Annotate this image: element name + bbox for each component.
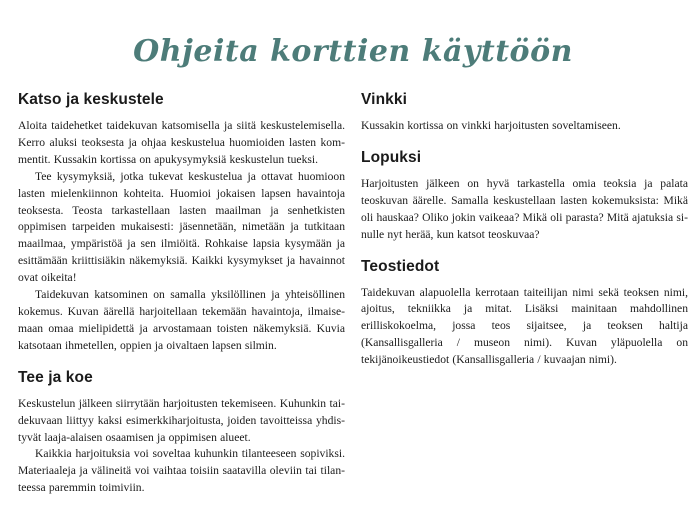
section-heading: Tee ja koe (18, 368, 93, 386)
paragraph: Taidekuvan katsominen on samalla yksilöllinen ja yhteisöllinen kokemus. Kuvan äärellä harjoitellaan tekemään havaintoja, ilmaisemaan omaa mielipidettä ja arvostamaan toisten näkemyksiä. Kuvia katsotaan ihmetellen, oppien ja oivaltaen lapsen silmin. (18, 288, 345, 352)
section (361, 91, 688, 135)
page-title: Ohjeita korttien käyttöön (133, 34, 573, 69)
columns (18, 91, 688, 497)
column-left (18, 91, 345, 497)
section (18, 369, 345, 497)
column-right (361, 91, 688, 497)
section-heading: Katso ja keskustele (18, 91, 164, 108)
paragraph: Kaikkia harjoituksia voi soveltaa kuhunkin tilanteeseen sopiviksi. Materiaaleja ja välineitä voi vaihtaa toisiin saatavilla oleviin tai tilanteessa paremmin toimiviin. (18, 447, 345, 495)
paragraph: Keskustelun jälkeen siirrytään harjoitusten tekemiseen. Kuhunkin taidekuvaan liittyy kaksi esimerkkiharjoitusta, joiden tavoitteissa yhdistyvät laaja-alaisen osaamisen ja oppimisen alueet. (18, 396, 345, 444)
section (18, 91, 345, 355)
section-heading: Lopuksi (361, 148, 422, 166)
section-heading: Teostiedot (361, 257, 440, 275)
paragraph: Kussakin kortissa on vinkki harjoitusten soveltamiseen. (361, 119, 621, 132)
paragraph: Taidekuvan alapuolella kerrotaan taiteilijan nimi sekä teoksen nimi, ajoitus, tekniikka ja mitat. Lisäksi mainitaan mahdollinen erilliskokoelma, jossa teos sijaitsee, ja teoksen haltija (Kansallisgalleria / museon nimi). Kuvan yläpuolella on tekijänoikeustiedot (Kansallisgalleria / kuvaajan nimi). (361, 285, 688, 367)
page (0, 34, 700, 523)
paragraph: Tee kysymyksiä, jotka tukevat keskustelua ja ottavat huomioon lasten mielenkiinnon kohteita. Huomioi jokaisen lapsen havaintoja teoksesta. Teosta tarkastellaan lasten maailman ja senhetkisten oppimisen tarpeiden mukaisesti: jäsennetään, nimetään ja tutkitaan maailmaa, ympäristöä ja sen ilmiöitä. Rohkaise lapsia kysymään ja esittämään kriittisiäkin näkemyksiä. Kaikki kysymykset ja havainnot ovat oikeita! (18, 169, 345, 285)
section (361, 149, 688, 244)
section-heading: Vinkki (361, 91, 407, 108)
paragraph: Harjoitusten jälkeen on hyvä tarkastella omia teoksia ja palata teoskuvan äärelle. Samalla keskustellaan lasten kokemuksista: Mikä oli hauskaa? Oliko jokin vaikeaa? Mikä oli parasta? Mitä ajatuksia sinulle nyt herää, kun katsot teoskuvaa? (361, 176, 688, 241)
paragraph: Aloita taidehetket taidekuvan katsomisella ja siitä keskustelemisella. Kerro aluksi teoksesta ja ohjaa keskustelua huomioiden lasten kommentit. Kussakin kortissa on apukysymyksiä keskustelun tueksi. (18, 119, 345, 166)
section (361, 258, 688, 370)
